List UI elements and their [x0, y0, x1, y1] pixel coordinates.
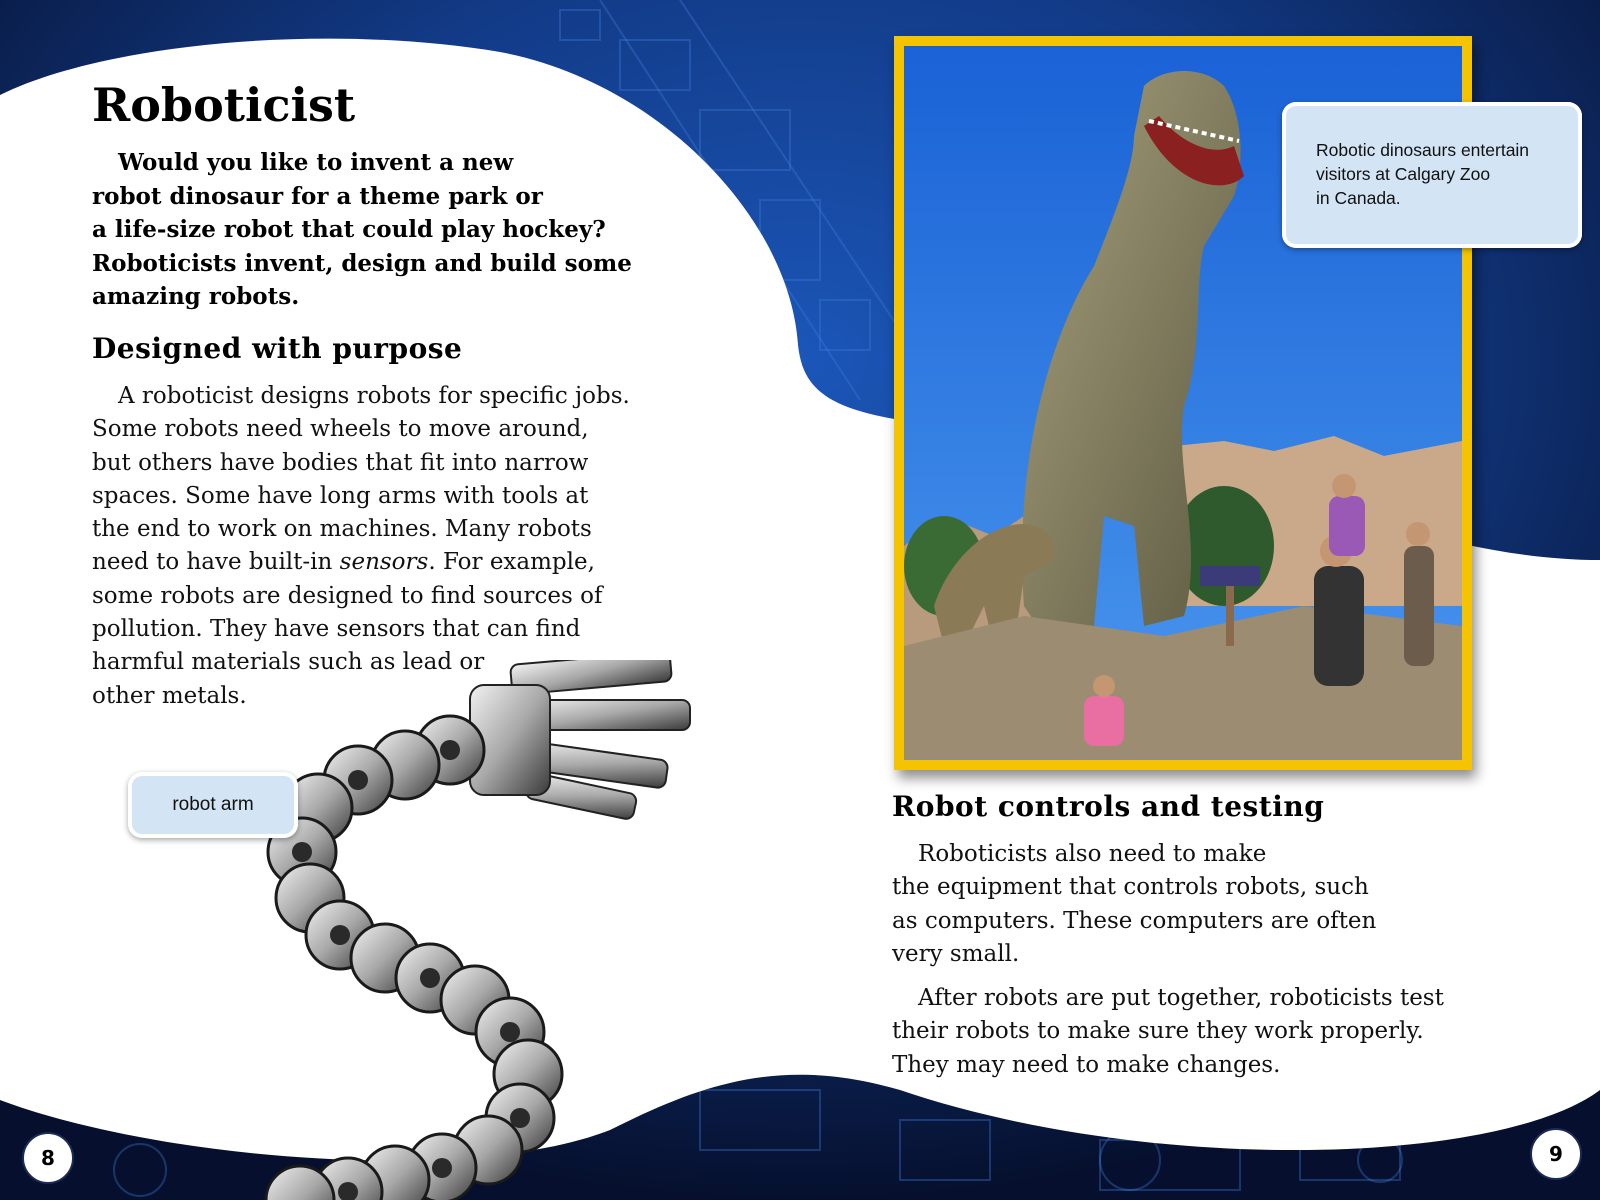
text-run: need to have built-in [92, 549, 340, 576]
paragraph-line [92, 546, 630, 579]
caption-line: Robotic dinosaurs entertain [1316, 140, 1530, 160]
page-number-right: 9 [1530, 1128, 1582, 1180]
caption-line: in Canada. [1316, 188, 1401, 208]
robot-arm-image [190, 660, 730, 1200]
paragraph-line: pollution. They have sensors that can find [92, 616, 581, 643]
paragraph-line: They may need to make changes. [892, 1051, 1281, 1078]
paragraph-line: but others have bodies that fit into narrow [92, 449, 589, 476]
intro-line: robot dinosaur for a theme park or [92, 182, 543, 210]
text-run: . For example, [428, 549, 595, 576]
paragraph-line: harmful materials such as lead or [92, 649, 485, 676]
intro-line: Roboticists invent, design and build some [92, 249, 632, 277]
section-heading-controls: Robot controls and testing [892, 790, 1325, 823]
paragraph-line: the equipment that controls robots, such [892, 874, 1369, 901]
paragraph-line: as computers. These computers are often [892, 907, 1377, 934]
paragraph-line: spaces. Some have long arms with tools at [92, 482, 589, 509]
paragraph-line: the end to work on machines. Many robots [92, 516, 592, 543]
paragraph-line: Some robots need wheels to move around, [92, 416, 589, 443]
paragraph-line: their robots to make sure they work properly. [892, 1018, 1424, 1045]
testing-paragraph [892, 982, 1444, 1082]
paragraph-line: A roboticist designs robots for specific jobs. [118, 383, 630, 409]
intro-line: Would you like to invent a new [118, 149, 514, 176]
robot-arm-label: robot arm [128, 772, 298, 838]
photo-caption [1282, 102, 1582, 248]
page-number-left: 8 [22, 1132, 74, 1184]
caption-line: visitors at Calgary Zoo [1316, 164, 1491, 184]
intro-paragraph [92, 146, 672, 314]
paragraph-line: very small. [892, 940, 1020, 967]
paragraph-line: Roboticists also need to make [918, 841, 1267, 867]
page-title: Roboticist [92, 78, 356, 132]
paragraph-line: other metals. [92, 682, 247, 709]
paragraph-line: After robots are put together, roboticists test [918, 985, 1444, 1011]
controls-paragraph [892, 838, 1376, 971]
glossary-term: sensors [339, 549, 429, 576]
section-heading-designed: Designed with purpose [92, 332, 463, 365]
intro-line: amazing robots. [92, 283, 300, 310]
intro-line: a life-size robot that could play hockey? [92, 216, 606, 243]
paragraph-line: some robots are designed to find sources of [92, 582, 603, 609]
